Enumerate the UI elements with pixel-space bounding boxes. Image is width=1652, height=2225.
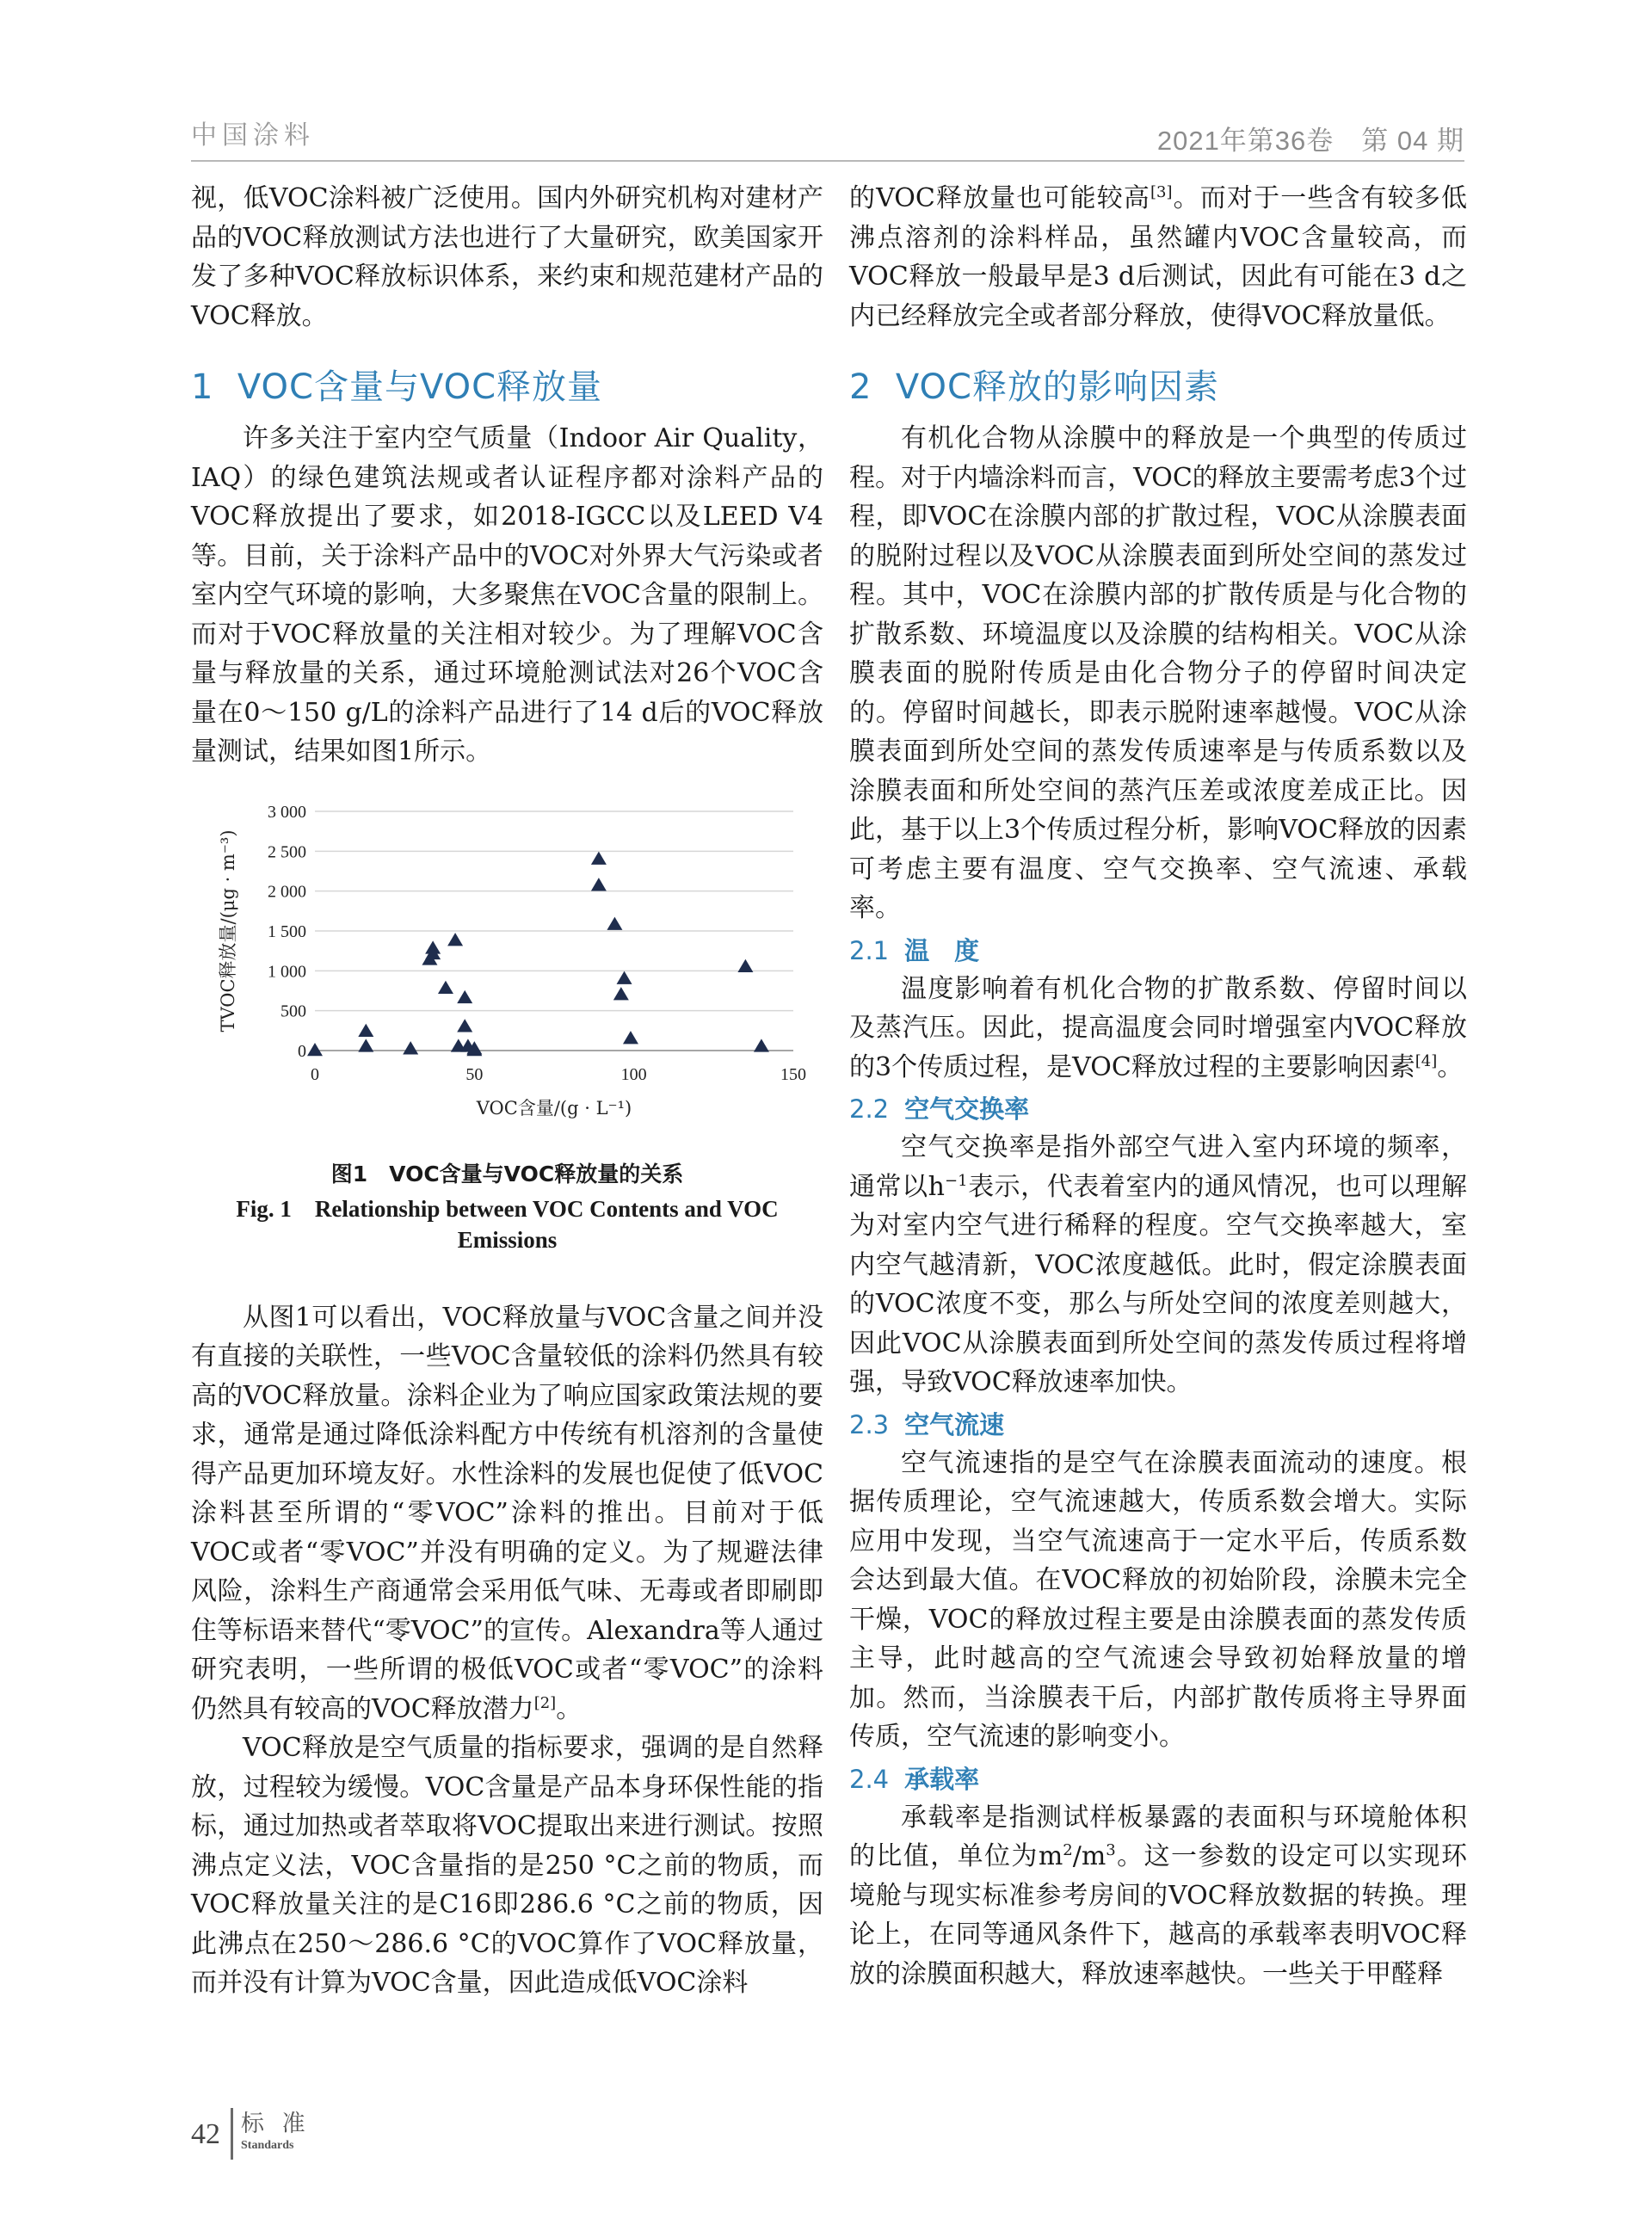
section-1-heading xyxy=(191,360,823,409)
subsection-2-2-title: 空气交换率 xyxy=(904,1094,1030,1124)
y-tick-label: 2 500 xyxy=(268,841,306,861)
right-paragraph-2-1-text: 温度影响着有机化合物的扩散系数、停留时间以及蒸汽压。因此，提高温度会同时增强室内VOC释放的3个传质过程，是VOC释放过程的主要影响因素 xyxy=(849,973,1467,1082)
data-point xyxy=(403,1041,418,1054)
subsection-2-3-title: 空气流速 xyxy=(904,1409,1005,1439)
right-paragraph-1: 有机化合物从涂膜中的释放是一个典型的传质过程。对于内墙涂料而言，VOC的释放主要需考虑3个过程，即VOC在涂膜内部的扩散过程，VOC从涂膜表面的脱附过程以及VOC从涂膜表面到所处空间的蒸发过程。其中，VOC在涂膜内部的扩散传质是与化合物的扩散系数、环境温度以及涂膜的结构相关。VOC从涂膜表面的脱附传质是由化合物分子的停留时间决定的。停留时间越长，即表示脱附速率越慢。VOC从涂膜表面到所处空间的蒸发传质速率是与传质系数以及涂膜表面和所处空间的蒸汽压差或浓度差成正比。因此，基于以上3个传质过程分析，影响VOC释放的因素可考虑主要有温度、空气交换率、空气流速、承载率。 xyxy=(849,423,1467,923)
left-paragraph-2-text: 从图1可以看出，VOC释放量与VOC含量之间并没有直接的关联性，一些VOC含量较低的涂料仍然具有较高的VOC释放量。涂料企业为了响应国家政策法规的要求，通常是通过降低涂料配方中传统有机溶剂的含量使得产品更加环境友好。水性涂料的发展也促使了低VOC涂料甚至所谓的“零VOC”涂料的推出。目前对于低VOC或者“零VOC”并没有明确的定义。为了规避法律风险，涂料生产商通常会采用低气味、无毒或者即刷即住等标语来替代“零VOC”的宣传。Alexandra等人通过研究表明，一些所谓的极低VOC或者“零VOC”的涂料仍然具有较高的VOC释放潜力 xyxy=(191,1302,823,1724)
left-paragraph-3: VOC释放是空气质量的指标要求，强调的是自然释放，过程较为缓慢。VOC含量是产品本身环保性能的指标，通过加热或者萃取将VOC提取出来进行测试。按照沸点定义法，VOC含量指的是250 °C之前的物质，而VOC释放量关注的是C16即286.6 °C之前的物质，因此沸点在250～286.6 °C的VOC算作了VOC释放量，而并没有计算为VOC含量，因此造成低VOC涂料 xyxy=(191,1733,823,1998)
page-number: 42 xyxy=(191,2118,220,2150)
y-tick-label: 3 000 xyxy=(268,802,306,822)
y-tick-label: 500 xyxy=(280,1002,306,1021)
right-paragraph-2-2-text: 空气交换率是指外部空气进入室内环境的频率，通常以h xyxy=(849,1132,1467,1202)
footer-divider xyxy=(231,2108,233,2160)
data-point xyxy=(438,980,453,993)
left-column xyxy=(191,179,823,2003)
data-point xyxy=(617,971,632,983)
subsection-2-3-number: 2.3 xyxy=(849,1409,890,1439)
scatter-chart xyxy=(191,782,823,1152)
data-point xyxy=(613,987,629,1000)
footer-section-en: Standards xyxy=(241,2139,294,2152)
figure-1 xyxy=(191,782,823,1152)
data-point xyxy=(607,916,622,929)
issue-info: 2021年第36卷 第 04 期 xyxy=(1156,126,1464,156)
subsection-2-1-heading xyxy=(849,934,1467,968)
y-tick-label: 1 500 xyxy=(268,921,306,941)
data-point xyxy=(754,1039,769,1051)
journal-name: 中国涂料 xyxy=(191,120,315,151)
section-1-title: VOC含量与VOC释放量 xyxy=(237,367,603,407)
subsection-2-3-heading xyxy=(849,1408,1467,1442)
section-1-number: 1 xyxy=(191,367,214,407)
y-tick-label: 1 000 xyxy=(268,961,306,981)
y-tick-labels xyxy=(268,803,306,1061)
right-paragraph-2-2-text-2: 表示，代表着室内的通风情况，也可以理解为对室内空气进行稀释的程度。空气交换率越大，室内空气越清新，VOC浓度越低。此时，假定涂膜表面的VOC浓度不变，那么与所处空间的浓度差则越大，因此VOC从涂膜表面到所处空间的蒸发传质过程将增强，导致VOC释放速率加快。 xyxy=(849,1171,1468,1397)
data-point xyxy=(358,1039,373,1051)
y-tick-label: 2 000 xyxy=(268,882,306,902)
subsection-2-1-title: 温 度 xyxy=(904,935,980,965)
ref-2[interactable]: [2] xyxy=(533,1693,557,1712)
figure-caption-cn: 图1 VOC含量与VOC释放量的关系 xyxy=(330,1161,684,1186)
right-paragraph-0 xyxy=(849,179,1467,336)
x-tick-labels xyxy=(311,1065,806,1084)
right-paragraph-2-2 xyxy=(849,1128,1467,1402)
left-paragraph-2 xyxy=(191,1298,823,1729)
right-paragraph-2-3: 空气流速指的是空气在涂膜表面流动的速度。根据传质理论，空气流速越大，传质系数会增大。实际应用中发现，当空气流速高于一定水平后，传质系数会达到最大值。在VOC释放的初始阶段，涂膜未完全干燥，VOC的释放过程主要是由涂膜表面的蒸发传质主导，此时越高的空气流速会导致初始释放量的增加。然而，当涂膜表干后，内部扩散传质将主导界面传质，空气流速的影响变小。 xyxy=(849,1447,1467,1752)
subsection-2-4-number: 2.4 xyxy=(849,1764,890,1794)
chart-gridlines xyxy=(315,811,793,1011)
right-column xyxy=(849,179,1467,1994)
data-point xyxy=(307,1043,323,1056)
data-point xyxy=(457,989,472,1002)
x-tick-label: 50 xyxy=(465,1064,484,1084)
subsection-2-4-title: 承载率 xyxy=(904,1764,980,1794)
header-rule xyxy=(191,160,1464,162)
y-tick-label: 0 xyxy=(298,1041,306,1061)
subsection-2-1-number: 2.1 xyxy=(849,935,890,965)
subsection-2-2-heading xyxy=(849,1092,1467,1126)
x-axis-label: VOC含量/(g · L⁻¹) xyxy=(476,1097,632,1119)
section-2-title: VOC释放的影响因素 xyxy=(895,367,1219,407)
left-paragraph-0: 视，低VOC涂料被广泛使用。国内外研究机构对建材产品的VOC释放测试方法也进行了大量研究，欧美国家开发了多种VOC释放标识体系，来约束和规范建材产品的VOC释放。 xyxy=(191,183,823,331)
section-2-heading xyxy=(849,360,1467,409)
right-paragraph-2-4 xyxy=(849,1798,1467,1994)
right-paragraph-2-1 xyxy=(849,970,1467,1088)
data-point xyxy=(591,878,607,891)
right-paragraph-2-4-text-3: 。这一参数的设定可以实现环境舱与现实标准参考房间的VOC释放数据的转换。理论上，在同等通风条件下，越高的承载率表明VOC释放的涂膜面积越大，释放速率越快。一些关于甲醛释 xyxy=(849,1841,1468,1989)
ref-4[interactable]: [4] xyxy=(1415,1051,1438,1070)
data-point xyxy=(591,851,607,864)
right-paragraph-2-1-end: 。 xyxy=(1437,1051,1464,1082)
y-axis-label: TVOC释放量/(μg · m⁻³) xyxy=(218,829,238,1032)
right-paragraph-2-4-text: 承载率是指测试样板暴露的表面积与环境舱体积的比值，单位为m xyxy=(849,1802,1467,1871)
data-point xyxy=(358,1023,373,1036)
data-point xyxy=(737,958,753,971)
unit-superscript: −1 xyxy=(944,1171,968,1190)
left-paragraph-1: 许多关注于室内空气质量（Indoor Air Quality，IAQ）的绿色建筑法规或者认证程序都对涂料产品的VOC释放提出了要求，如2018-IGCC以及LEED V4等。目前，关于涂料产品中的VOC对外界大气污染或者室内空气环境的影响，大多聚焦在VOC含量的限制上。而对于VOC释放量的关注相对较少。为了理解VOC含量与释放量的关系，通过环境舱测试法对26个VOC含量在0～150 g/L的涂料产品进行了14 d后的VOC释放量测试，结果如图1所示。 xyxy=(191,423,823,767)
left-paragraph-2-end: 。 xyxy=(556,1693,583,1724)
section-2-number: 2 xyxy=(849,367,872,407)
data-point xyxy=(447,933,463,946)
ref-3[interactable]: [3] xyxy=(1150,183,1173,201)
unit-superscript-2: 2 xyxy=(1063,1841,1073,1859)
figure-caption-en: Fig. 1 Relationship between VOC Contents and VOC Emissions xyxy=(236,1195,779,1253)
x-tick-label: 100 xyxy=(620,1064,647,1084)
data-point xyxy=(457,1019,472,1032)
unit-superscript-3: 3 xyxy=(1106,1841,1116,1859)
right-paragraph-0-text: 的VOC释放量也可能较高 xyxy=(849,183,1151,213)
x-tick-label: 0 xyxy=(311,1064,319,1084)
subsection-2-4-heading xyxy=(849,1762,1467,1797)
x-tick-label: 150 xyxy=(780,1064,806,1084)
data-point xyxy=(623,1031,638,1044)
right-paragraph-0-text-2: 。而对于一些含有较多低沸点溶剂的涂料样品，虽然罐内VOC含量较高，而VOC释放一般最早是3 d后测试，因此有可能在3 d之内已经释放完全或者部分释放，使得VOC释放量低。 xyxy=(849,183,1468,331)
right-paragraph-2-4-text-2: /m xyxy=(1072,1841,1106,1871)
footer-section-cn: 标 准 xyxy=(241,2111,311,2137)
data-points xyxy=(307,851,769,1056)
subsection-2-2-number: 2.2 xyxy=(849,1094,890,1124)
